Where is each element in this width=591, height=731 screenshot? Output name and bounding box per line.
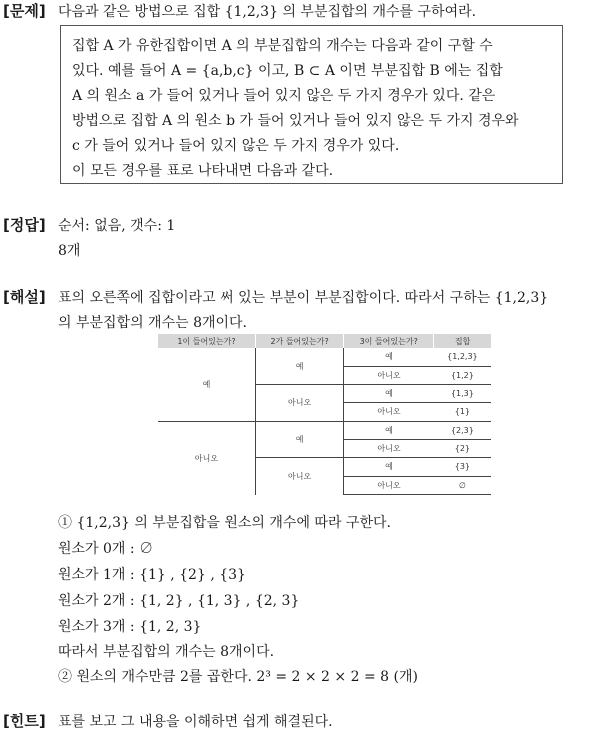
problem-question: 다음과 같은 방법으로 집합 {1,2,3} 의 부분집합의 개수를 구하여라.: [58, 4, 477, 20]
cell-set: {2}: [434, 439, 491, 457]
table-header: 2가 들어있는가?: [256, 334, 344, 348]
cell-3-no: 아니오: [344, 366, 434, 384]
problem-tag: [문제]: [3, 2, 46, 20]
step-line: 원소가 3개 : {1, 2, 3}: [58, 619, 202, 635]
step-line: ② 원소의 개수만큼 2를 곱한다. 2³ = 2 × 2 × 2 = 8 (개): [58, 669, 418, 685]
step-line: ① {1,2,3} 의 부분집합을 원소의 개수에 따라 구한다.: [58, 515, 391, 531]
step-line: 따라서 부분집합의 개수는 8개이다.: [58, 644, 275, 660]
cell-set: {3}: [434, 458, 491, 476]
hint-tag: [힌트]: [3, 712, 46, 730]
cell-set: {1,2,3}: [447, 352, 478, 362]
table-row: [158, 421, 491, 439]
cell-3-no: 아니오: [344, 476, 434, 494]
cell-2-yes: 예: [256, 421, 344, 458]
cell-3-no: 아니오: [344, 403, 434, 421]
table-header: 집합: [434, 334, 491, 348]
subset-table: [158, 334, 491, 495]
method-box: [60, 25, 563, 184]
cell-set: {1}: [434, 403, 491, 421]
table-header: 3이 들어있는가?: [344, 334, 434, 348]
cell-1-yes: 예: [202, 379, 211, 389]
box-line: 이 모든 경우를 표로 나타내면 다음과 같다.: [72, 163, 334, 179]
explanation-line-1: 표의 오른쪽에 집합이라고 써 있는 부분이 부분집합이다. 따라서 구하는 {1,2,3}: [58, 290, 549, 306]
explanation-line-2: 의 부분집합의 개수는 8개이다.: [58, 315, 247, 331]
step-line: 원소가 2개 : {1, 2} , {1, 3} , {2, 3}: [58, 593, 300, 609]
answer-line-2: 8개: [58, 243, 81, 259]
cell-3-yes: 예: [344, 421, 434, 439]
box-line: 방법으로 집합 A 의 원소 b 가 들어 있거나 들어 있지 않은 두 가지 경우와: [72, 113, 519, 129]
cell-3-yes: 예: [344, 348, 434, 366]
cell-2-no: 아니오: [256, 458, 344, 495]
table-header-row: [158, 334, 491, 348]
cell-2-no: 아니오: [256, 384, 344, 421]
cell-3-yes: 예: [344, 458, 434, 476]
cell-set: {1,2}: [434, 366, 491, 384]
answer-line-1: 순서: 없음, 갯수: 1: [58, 218, 176, 234]
cell-3-yes: 예: [344, 384, 434, 402]
answer-tag: [정답]: [3, 216, 46, 234]
cell-1-no: 아니오: [158, 421, 256, 494]
cell-2-yes: 예: [256, 348, 344, 384]
table-row: [158, 348, 491, 366]
cell-set: {1,3}: [434, 384, 491, 402]
cell-set: ∅: [434, 476, 491, 494]
cell-set: {2,3}: [434, 421, 491, 439]
step-line: 원소가 1개 : {1} , {2} , {3}: [58, 567, 246, 583]
table-header: 1이 들어있는가?: [158, 334, 256, 348]
box-line: c 가 들어 있거나 들어 있지 않은 두 가지 경우가 있다.: [72, 138, 400, 154]
explanation-tag: [해설]: [3, 288, 46, 306]
box-line: A 의 원소 a 가 들어 있거나 들어 있지 않은 두 가지 경우가 있다. 같은: [72, 88, 496, 104]
box-line: 집합 A 가 유한집합이면 A 의 부분집합의 개수는 다음과 같이 구할 수: [72, 38, 493, 54]
hint-text: 표를 보고 그 내용을 이해하면 쉽게 해결된다.: [58, 714, 333, 730]
step-line: 원소가 0개 : ∅: [58, 541, 154, 557]
cell-3-no: 아니오: [344, 439, 434, 457]
box-line: 있다. 예를 들어 A = {a,b,c} 이고, B ⊂ A 이면 부분집합 B 에는 집합: [72, 63, 503, 79]
